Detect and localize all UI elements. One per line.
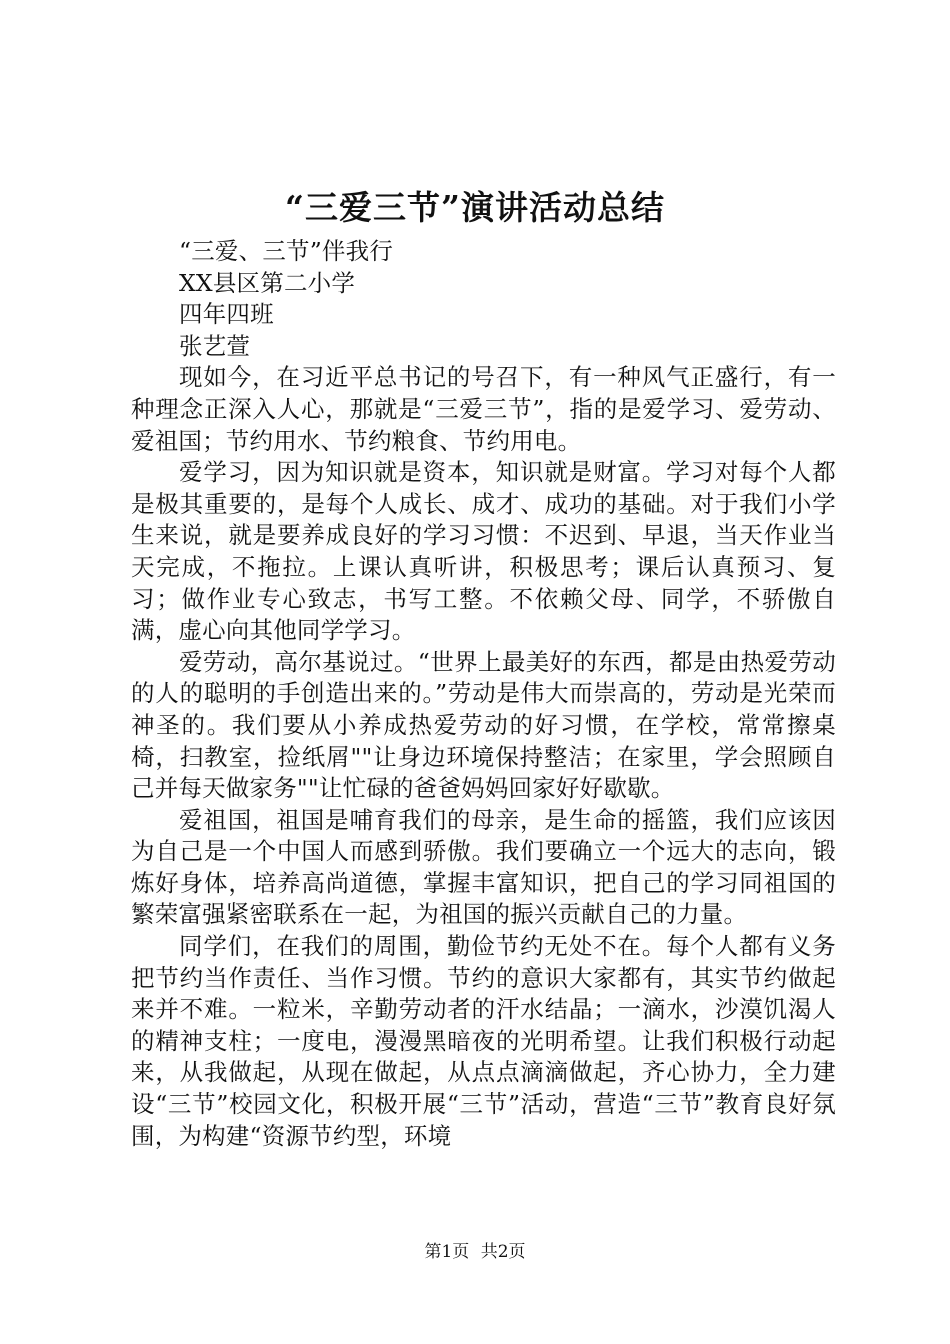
author-name: 张艺萱: [179, 331, 251, 360]
class-name: 四年四班: [179, 300, 274, 329]
speech-subtitle: “三爱、三节”伴我行: [179, 237, 394, 265]
page-number: 第1页: [424, 1242, 470, 1262]
document-body: [131, 236, 836, 1152]
paragraph-love-labor: 爱劳动，高尔基说过。“世界上最美好的东西，都是由热爱劳动的人的聪明的手创造出来的。”劳动是伟大而崇高的，劳动是光荣而神圣的。我们要从小养成热爱劳动的好习惯，在学校，常常擦桌椅，扫教室，捡纸屑""让身边环境保持整洁；在家里，学会照顾自己并每天做家务""让忙碌的爸爸妈妈回家好好歇歇。: [131, 647, 836, 803]
document-title: “三爱三节”演讲活动总结: [285, 188, 665, 227]
page-total: 共2页: [480, 1242, 526, 1262]
paragraph-intro: 现如今，在习近平总书记的号召下，有一种风气正盛行，有一种理念正深入人心，那就是“三爱三节”，指的是爱学习、爱劳动、爱祖国；节约用水、节约粮食、节约用电。: [131, 363, 836, 455]
paragraph-saving: 同学们，在我们的周围，勤俭节约无处不在。每个人都有义务把节约当作责任、当作习惯。节约的意识大家都有，其实节约做起来并不难。一粒米，辛勤劳动者的汗水结晶；一滴水，沙漠饥渴人的精神支柱；一度电，漫漫黑暗夜的光明希望。让我们积极行动起来，从我做起，从现在做起，从点点滴滴做起，齐心协力，全力建设“三节”校园文化，积极开展“三节”活动，营造“三节”教育良好氛围，为构建“资源节约型，环境: [131, 932, 836, 1150]
paragraph-love-country: 爱祖国，祖国是哺育我们的母亲，是生命的摇篮，我们应该因为自己是一个中国人而感到骄傲。我们要确立一个远大的志向，锻炼好身体，培养高尚道德，掌握丰富知识，把自己的学习同祖国的繁荣富强紧密联系在一起，为祖国的振兴贡献自己的力量。: [131, 805, 836, 929]
school-name: XX县区第二小学: [179, 268, 356, 297]
paragraph-love-learning: 爱学习，因为知识就是资本，知识就是财富。学习对每个人都是极其重要的，是每个人成长、成才、成功的基础。对于我们小学生来说，就是要养成良好的学习习惯：不迟到、早退，当天作业当天完成，不拖拉。上课认真听讲，积极思考；课后认真预习、复习；做作业专心致志，书写工整。不依赖父母、同学，不骄傲自满，虚心向其他同学学习。: [131, 458, 836, 645]
page-footer: [0, 1240, 950, 1264]
